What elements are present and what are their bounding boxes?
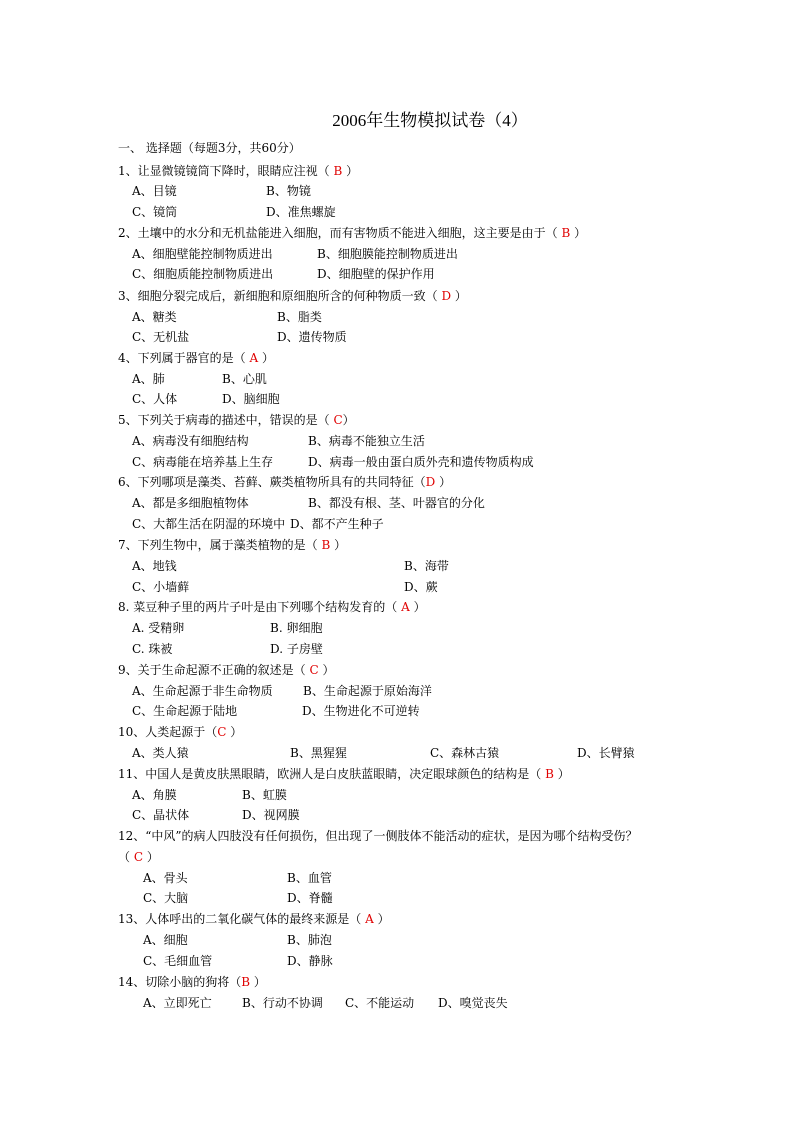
option-b: B、肺泡 — [287, 933, 332, 947]
answer-mark: C — [333, 413, 343, 427]
answer-mark: B — [545, 767, 554, 781]
answer-bracket-close: ） — [342, 164, 359, 178]
option-b: B、行动不协调 — [242, 996, 323, 1010]
answer-bracket-close: ） — [409, 600, 426, 614]
answer-bracket-close: ） — [451, 289, 467, 303]
option-a: A、类人猿 — [132, 746, 189, 760]
option-b: B、物镜 — [266, 184, 311, 198]
question-3 — [118, 288, 467, 304]
option-a: A、细胞壁能控制物质进出 — [132, 247, 273, 261]
option-d: D. 子房壁 — [270, 642, 323, 656]
option-a: A、糖类 — [132, 310, 177, 324]
question-stem: 5、下列关于病毒的描述中，错误的是（ — [118, 413, 334, 427]
option-b: B. 卵细胞 — [270, 621, 323, 635]
question-12 — [118, 828, 638, 844]
option-c: C、大脑 — [143, 891, 189, 905]
option-a: A. 受精卵 — [132, 621, 185, 635]
question-4 — [118, 350, 274, 366]
option-d: D、病毒一般由蛋白质外壳和遗传物质构成 — [308, 455, 534, 469]
question-7 — [118, 537, 346, 553]
answer-mark: B — [241, 975, 251, 989]
option-d: D、蕨 — [404, 580, 438, 594]
answer-bracket-close: ） — [373, 912, 390, 926]
question-stem: 13、人体呼出的二氧化碳气体的最终来源是（ — [118, 912, 366, 926]
option-d: D、静脉 — [287, 954, 333, 968]
question-stem: 11、中国人是黄皮肤黑眼睛，欧洲人是白皮肤蓝眼睛，决定眼球颜色的结构是（ — [118, 767, 546, 781]
option-c: C、病毒能在培养基上生存 — [132, 455, 274, 469]
option-c: C、生命起源于陆地 — [132, 704, 238, 718]
option-c: C、无机盐 — [132, 330, 190, 344]
option-a: A、病毒没有细胞结构 — [132, 434, 249, 448]
option-b: B、海带 — [404, 559, 449, 573]
option-b: B、都没有根、茎、叶器官的分化 — [308, 496, 485, 510]
option-a: A、肺 — [132, 372, 165, 386]
answer-mark: B — [561, 226, 571, 240]
question-11 — [118, 766, 570, 782]
question-13 — [118, 911, 390, 927]
answer-bracket-close: ） — [570, 226, 587, 240]
option-c: C、细胞质能控制物质进出 — [132, 267, 274, 281]
option-c: C、不能运动 — [345, 996, 415, 1010]
question-stem: 12、“中风”的病人四肢没有任何损伤，但出现了一侧肢体不能活动的症状，是因为哪个结构受伤？ — [118, 829, 638, 843]
page-title: 2006年生物模拟试卷（4） — [332, 111, 528, 130]
question-6 — [118, 474, 451, 490]
option-a: A、地钱 — [132, 559, 177, 573]
question-1 — [118, 163, 358, 179]
option-d: D、遗传物质 — [277, 330, 347, 344]
answer-mark: A — [365, 912, 374, 926]
section-heading: 一、 选择题（每题3分，共60分） — [118, 141, 301, 155]
option-b: B、虹膜 — [242, 788, 287, 802]
question-stem: 3、细胞分裂完成后，新细胞和原细胞所含的何种物质一致（ — [118, 289, 442, 303]
option-c: C、森林古猿 — [430, 746, 500, 760]
option-a: A、细胞 — [143, 933, 188, 947]
answer-mark: A — [249, 351, 259, 365]
answer-mark: C — [133, 850, 144, 864]
answer-mark: A — [401, 600, 410, 614]
option-b: B、心肌 — [222, 372, 267, 386]
answer-bracket-close: ） — [553, 767, 570, 781]
question-stem: 10、人类起源于（ — [118, 725, 218, 739]
option-c: C. 珠被 — [132, 642, 173, 656]
answer-bracket-close: ） — [342, 413, 355, 427]
option-d: D、准焦螺旋 — [266, 205, 336, 219]
answer-bracket-close: ） — [226, 725, 243, 739]
option-a: A、骨头 — [143, 871, 188, 885]
option-a: A、目镜 — [132, 184, 177, 198]
question-8 — [118, 599, 426, 615]
question-5 — [118, 412, 355, 428]
question-14 — [118, 974, 266, 990]
answer-mark: D — [425, 475, 436, 489]
answer-mark: B — [333, 164, 343, 178]
option-c: C、毛细血管 — [143, 954, 213, 968]
question-stem: 7、下列生物中，属于藻类植物的是（ — [118, 538, 322, 552]
answer-mark: B — [321, 538, 331, 552]
question-stem: 2、土壤中的水分和无机盐能进入细胞，而有害物质不能进入细胞，这主要是由于（ — [118, 226, 562, 240]
question-stem: 6、下列哪项是藻类、苔藓、蕨类植物所具有的共同特征（ — [118, 475, 426, 489]
answer-mark: C — [217, 725, 227, 739]
option-c: C、小墙藓 — [132, 580, 190, 594]
question-stem-continued: （ — [118, 850, 134, 864]
option-a: A、角膜 — [132, 788, 177, 802]
answer-mark: C — [309, 663, 319, 677]
option-d: D、细胞壁的保护作用 — [317, 267, 435, 281]
question-12-continuation — [118, 849, 159, 865]
answer-bracket-close: ） — [258, 351, 274, 365]
question-stem: 9、关于生命起源不正确的叙述是（ — [118, 663, 310, 677]
question-2 — [118, 225, 586, 241]
question-10 — [118, 724, 242, 740]
answer-bracket-close: ） — [250, 975, 266, 989]
option-b: B、黑猩猩 — [290, 746, 347, 760]
option-c: C、人体 — [132, 392, 178, 406]
option-b: B、生命起源于原始海洋 — [303, 684, 432, 698]
option-b: B、脂类 — [277, 310, 322, 324]
option-b: B、病毒不能独立生活 — [308, 434, 425, 448]
option-d: D、嗅觉丧失 — [438, 996, 508, 1010]
option-d: D、长臂猿 — [577, 746, 635, 760]
question-stem: 4、下列属于器官的是（ — [118, 351, 250, 365]
answer-mark: D — [441, 289, 452, 303]
option-d: D、视网膜 — [242, 808, 300, 822]
answer-bracket-close: ） — [143, 850, 159, 864]
option-d: D、生物进化不可逆转 — [302, 704, 420, 718]
option-a: A、都是多细胞植物体 — [132, 496, 249, 510]
option-c: C、镜筒 — [132, 205, 178, 219]
answer-bracket-close: ） — [435, 475, 452, 489]
option-a: A、立即死亡 — [143, 996, 212, 1010]
option-d: D、脊髓 — [287, 891, 333, 905]
answer-bracket-close: ） — [318, 663, 335, 677]
option-b: B、细胞膜能控制物质进出 — [317, 247, 458, 261]
question-stem: 1、让显微镜镜筒下降时，眼睛应注视（ — [118, 164, 334, 178]
option-c: C、大都生活在阴湿的环境中 — [132, 517, 286, 531]
option-b: B、血管 — [287, 871, 332, 885]
question-stem: 14、切除小脑的狗将（ — [118, 975, 242, 989]
question-9 — [118, 662, 334, 678]
option-d: D、都不产生种子 — [290, 517, 384, 531]
question-stem: 8. 菜豆种子里的两片子叶是由下列哪个结构发育的（ — [118, 600, 402, 614]
option-c: C、晶状体 — [132, 808, 190, 822]
option-d: D、脑细胞 — [222, 392, 280, 406]
answer-bracket-close: ） — [330, 538, 347, 552]
option-a: A、生命起源于非生命物质 — [132, 684, 273, 698]
